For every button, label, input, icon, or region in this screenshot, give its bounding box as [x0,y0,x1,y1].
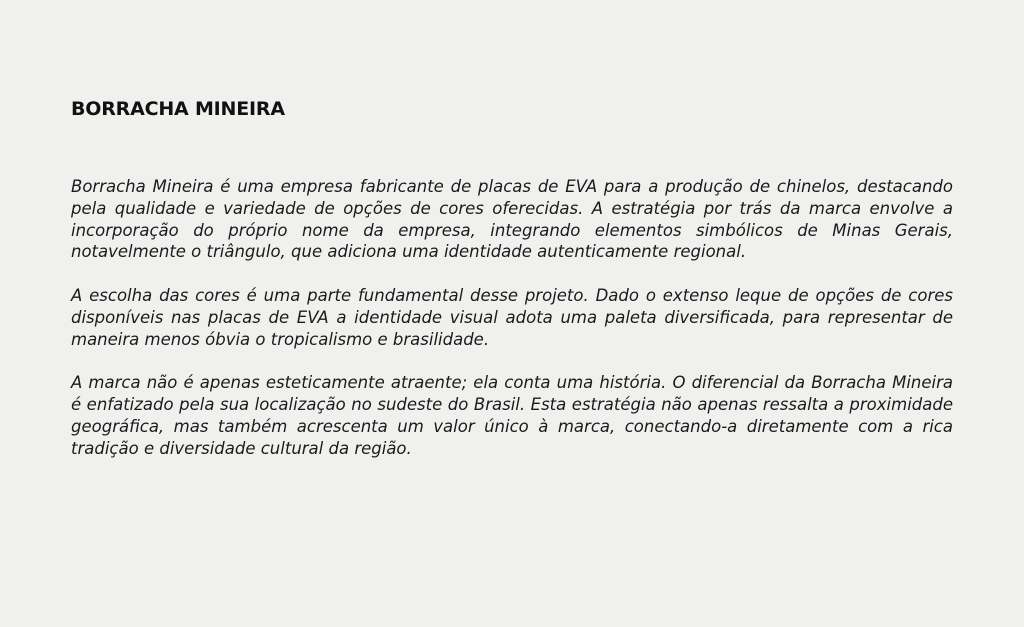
paragraph-story: A marca não é apenas esteticamente atraente; ela conta uma história. O diferencial da Borracha Mineira é enfatizado pela sua localização no sudeste do Brasil. Esta estratégia não apenas ressalta a proximidade geográfica, mas também acrescenta um valor único à marca, conectando-a diretamente com a rica tradição e diversidade cultural da região. [71,373,953,458]
document-body [71,176,953,459]
paragraph-intro: Borracha Mineira é uma empresa fabricante de placas de EVA para a produção de chinelos, destacando pela qualidade e variedade de opções de cores oferecidas. A estratégia por trás da marca envolve a incorporação do próprio nome da empresa, integrando elementos simbólicos de Minas Gerais, notavelmente o triângulo, que adiciona uma identidade autenticamente regional. [71,177,953,262]
document-title: BORRACHA MINEIRA [71,98,285,120]
paragraph-colors: A escolha das cores é uma parte fundamental desse projeto. Dado o extenso leque de opções de cores disponíveis nas placas de EVA a identidade visual adota uma paleta diversificada, para representar de maneira menos óbvia o tropicalismo e brasilidade. [71,285,953,349]
